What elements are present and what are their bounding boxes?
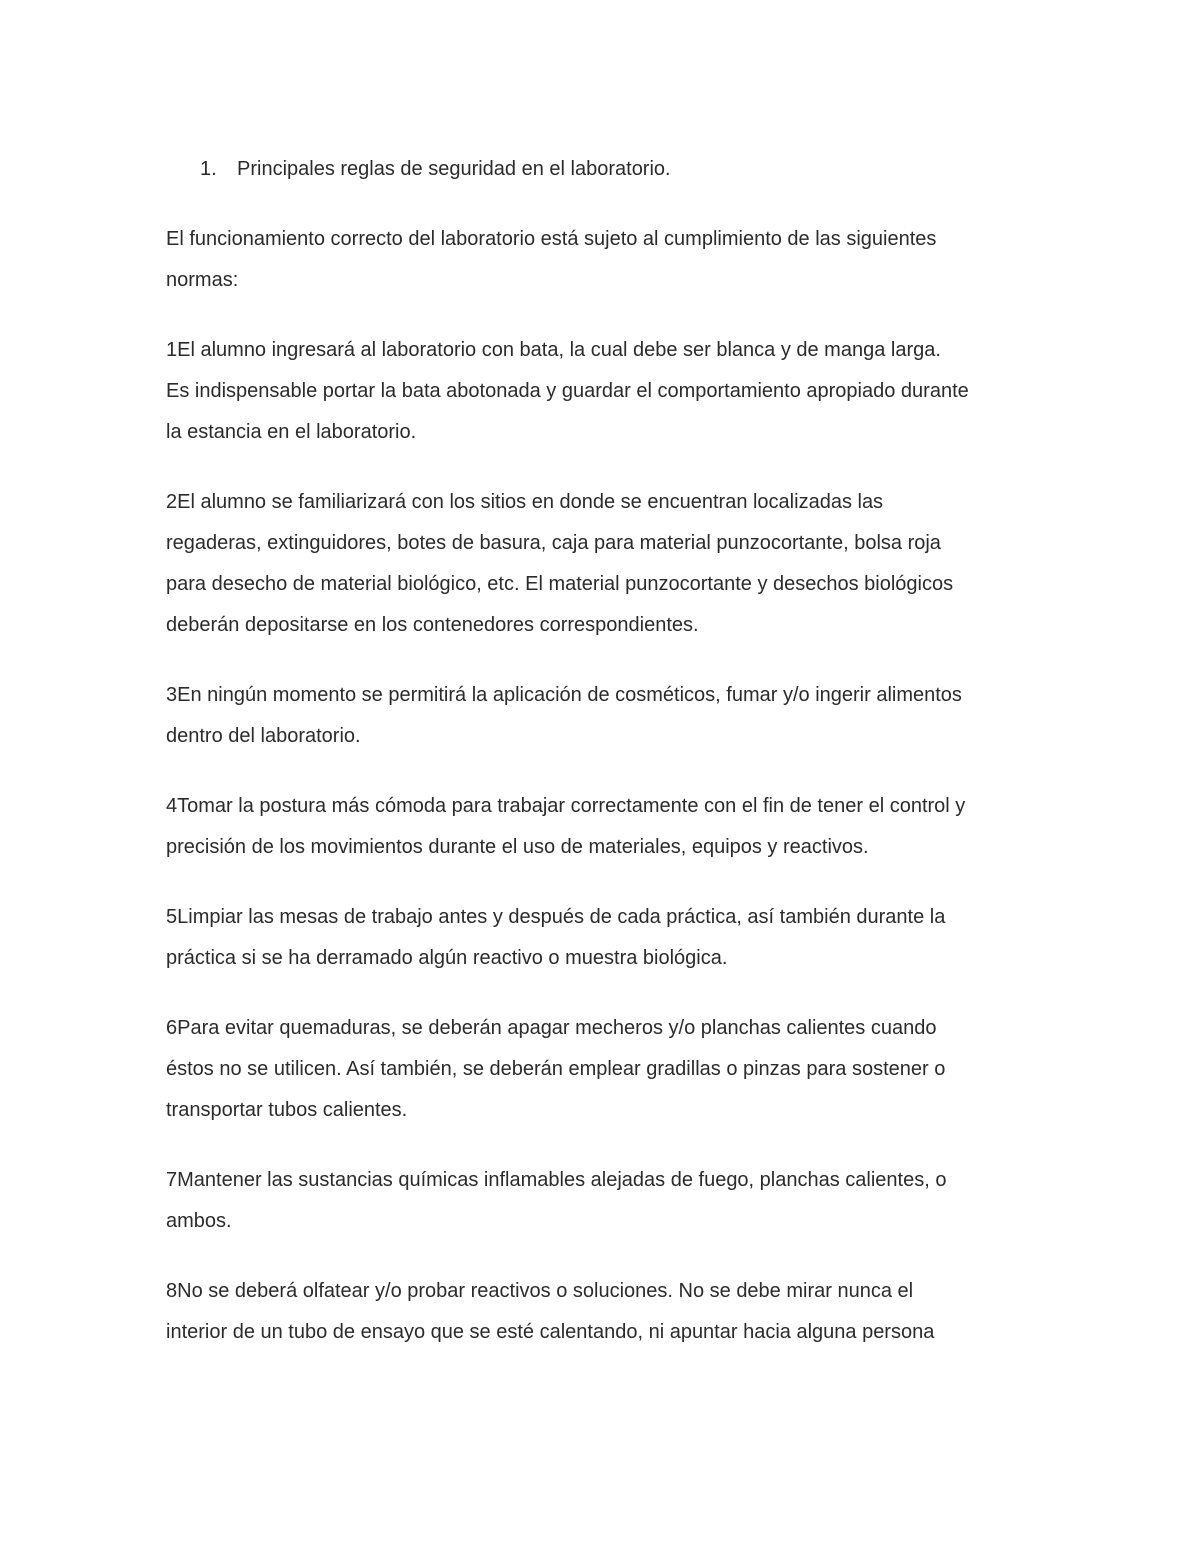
heading-text: Principales reglas de seguridad en el laboratorio. (237, 158, 671, 180)
document-body (166, 219, 1046, 1382)
rule-paragraph-4 (166, 786, 1046, 868)
rule-paragraph-6 (166, 1008, 1046, 1131)
paragraph-line: interior de un tubo de ensayo que se esté calentando, ni apuntar hacia alguna persona (166, 1321, 935, 1343)
paragraph-line: 3En ningún momento se permitirá la aplicación de cosméticos, fumar y/o ingerir alimentos (166, 684, 962, 706)
paragraph-line: 1El alumno ingresará al laboratorio con bata, la cual debe ser blanca y de manga larga. (166, 339, 941, 361)
paragraph-line: 8No se deberá olfatear y/o probar reactivos o soluciones. No se debe mirar nunca el (166, 1280, 914, 1302)
rule-paragraph-7 (166, 1160, 1046, 1242)
section-heading (200, 154, 671, 184)
paragraph-line: transportar tubos calientes. (166, 1099, 408, 1121)
paragraph-line: normas: (166, 269, 239, 291)
paragraph-line: deberán depositarse en los contenedores correspondientes. (166, 614, 699, 636)
paragraph-line: 7Mantener las sustancias químicas inflamables alejadas de fuego, planchas calientes, o (166, 1169, 947, 1191)
paragraph-line: 4Tomar la postura más cómoda para trabajar correctamente con el fin de tener el control y (166, 795, 966, 817)
heading-number: 1. (200, 158, 217, 180)
paragraph-line: la estancia en el laboratorio. (166, 421, 417, 443)
paragraph-line: precisión de los movimientos durante el uso de materiales, equipos y reactivos. (166, 836, 869, 858)
rule-paragraph-2 (166, 482, 1046, 646)
paragraph-line: regaderas, extinguidores, botes de basura, caja para material punzocortante, bolsa roja (166, 532, 941, 554)
rule-paragraph-1 (166, 330, 1046, 453)
paragraph-line: Es indispensable portar la bata abotonada y guardar el comportamiento apropiado durante (166, 380, 969, 402)
intro-paragraph (166, 219, 1046, 301)
paragraph-line: dentro del laboratorio. (166, 725, 361, 747)
paragraph-line: 5Limpiar las mesas de trabajo antes y después de cada práctica, así también durante la (166, 906, 946, 928)
paragraph-line: práctica si se ha derramado algún reactivo o muestra biológica. (166, 947, 728, 969)
paragraph-line: 2El alumno se familiarizará con los sitios en donde se encuentran localizadas las (166, 491, 884, 513)
paragraph-line: ambos. (166, 1210, 232, 1232)
paragraph-line: El funcionamiento correcto del laboratorio está sujeto al cumplimiento de las siguientes (166, 228, 937, 250)
rule-paragraph-5 (166, 897, 1046, 979)
paragraph-line: 6Para evitar quemaduras, se deberán apagar mecheros y/o planchas calientes cuando (166, 1017, 937, 1039)
rule-paragraph-8 (166, 1271, 1046, 1353)
rule-paragraph-3 (166, 675, 1046, 757)
paragraph-line: para desecho de material biológico, etc. El material punzocortante y desechos biológicos (166, 573, 954, 595)
paragraph-line: éstos no se utilicen. Así también, se deberán emplear gradillas o pinzas para sostener o (166, 1058, 946, 1080)
